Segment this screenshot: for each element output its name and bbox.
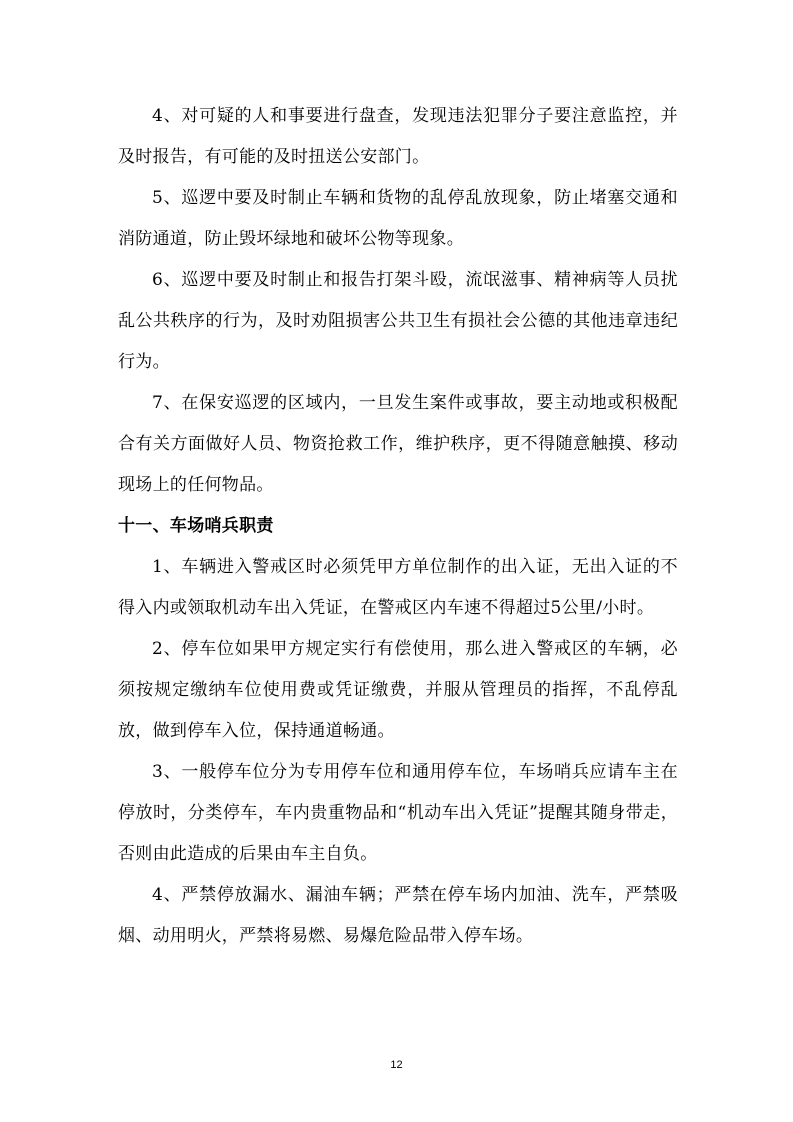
page-body <box>118 96 678 957</box>
paragraph-item-4: 4、对可疑的人和事要进行盘查，发现违法犯罪分子要注意监控，并及时报告，有可能的及时扭送公安部门。 <box>118 106 678 167</box>
paragraph-item-7: 7、在保安巡逻的区域内，一旦发生案件或事故，要主动地或积极配合有关方面做好人员、物资抢救工作，维护秩序，更不得随意触摸、移动现场上的任何物品。 <box>118 393 678 495</box>
paragraph-item-5: 5、巡逻中要及时制止车辆和货物的乱停乱放现象，防止堵塞交通和消防通道，防止毁坏绿地和破坏公物等现象。 <box>118 188 678 249</box>
paragraph-item-6: 6、巡逻中要及时制止和报告打架斗殴，流氓滋事、精神病等人员扰乱公共秩序的行为，及时劝阻损害公共卫生有损社会公德的其他违章违纪行为。 <box>118 270 678 372</box>
paragraph-parking-1: 1、车辆进入警戒区时必须凭甲方单位制作的出入证，无出入证的不得入内或领取机动车出入凭证，在警戒区内车速不得超过5公里/小时。 <box>118 557 678 618</box>
paragraph-parking-2: 2、停车位如果甲方规定实行有偿使用，那么进入警戒区的车辆，必须按规定缴纳车位使用费或凭证缴费，并服从管理员的指挥，不乱停乱放，做到停车入位，保持通道畅通。 <box>118 639 678 741</box>
section-heading: 十一、车场哨兵职责 <box>118 516 274 536</box>
paragraph-parking-4: 4、严禁停放漏水、漏油车辆；严禁在停车场内加油、洗车，严禁吸烟、动用明火，严禁将易燃、易爆危险品带入停车场。 <box>118 885 678 946</box>
paragraph-parking-3: 3、一般停车位分为专用停车位和通用停车位，车场哨兵应请车主在停放时，分类停车，车内贵重物品和“机动车出入凭证”提醒其随身带走，否则由此造成的后果由车主自负。 <box>118 762 678 864</box>
page-number: 12 <box>390 1059 403 1071</box>
